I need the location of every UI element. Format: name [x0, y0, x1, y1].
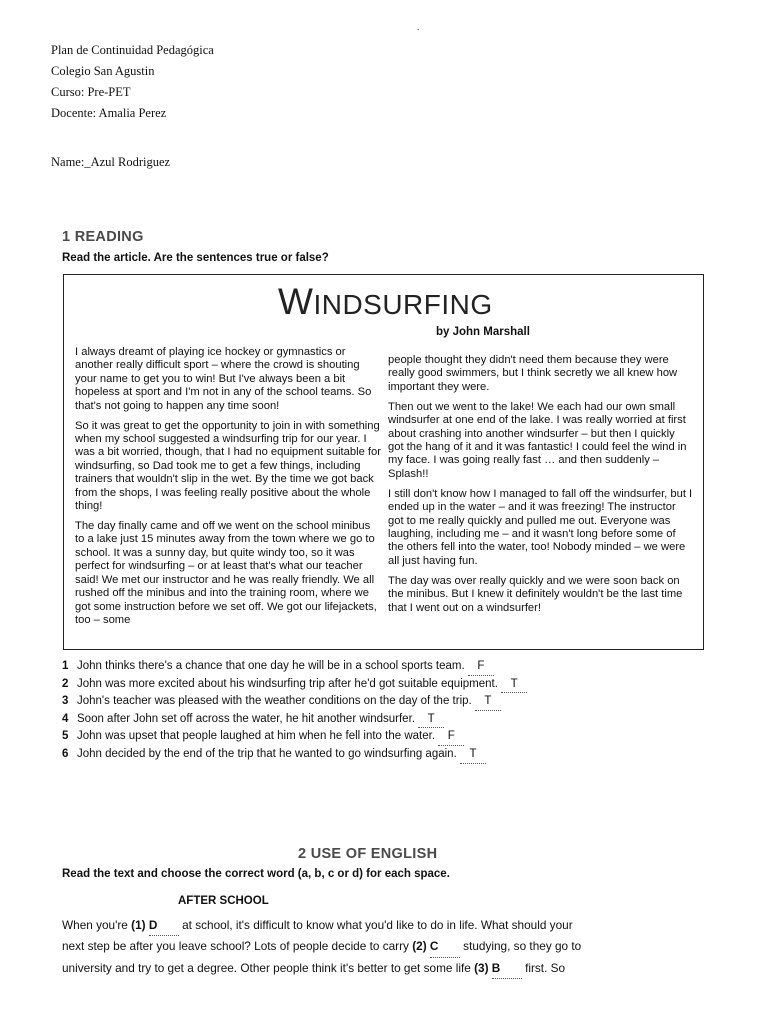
article-right-column: [388, 354, 693, 622]
gap-number: (2): [412, 939, 427, 954]
article-paragraph: The day finally came and off we went on the school minibus to a lake just 15 minutes away from the town where we go to school. It was a sunny day, but quite windy too, so it was perfect for windsurfing – or at least that's what our teacher said! We met our instructor and he was really friendly. We all rushed off the minibus and into the training room, where we got some instruction before we set off. We got our lifejackets, too – some: [75, 520, 377, 626]
article-title-initial: W: [278, 281, 314, 322]
header-teacher: Docente: Amalia Perez: [51, 106, 167, 120]
statement-text: John was upset that people laughed at him when he fell into the water.: [77, 730, 436, 743]
gap-answer-field[interactable]: C: [430, 936, 460, 957]
statement-item: 3 John's teacher was pleased with the weather conditions on the day of the trip. T: [62, 693, 527, 711]
statement-text: Soon after John set off across the water, he hit another windsurfer.: [77, 712, 415, 725]
article-left-column: [75, 346, 381, 634]
section2-title: 2 USE OF ENGLISH: [298, 846, 438, 862]
article-paragraph: I still don't know how I managed to fall off the windsurfer, but I ended up in the water – and it was freezing! The instructor got to me really quickly and pulled me out. Everyone was laughing, including me – and it wasn't long before some of the others fell into the water, too! Nobody minded – we were all just having fun.: [388, 487, 693, 567]
article-paragraph: So it was great to get the opportunity to join in with something when my school suggested a windsurfing trip for our year. I was a bit worried, though, that I had no equipment suitable for windsurfing, so Dad took me to get a few things, including trainers that wouldn't slip in the wet. By the time we got back from the shops, I was feeling really positive about the whole thing!: [75, 419, 381, 513]
section2-instruction: Read the text and choose the correct word (a, b, c or d) for each space.: [62, 868, 450, 880]
statement-item: 1 John thinks there's a chance that one day he will be in a school sports team. F: [62, 658, 527, 676]
statement-list: [62, 658, 527, 764]
answer-field[interactable]: F: [438, 728, 464, 746]
answer-field[interactable]: T: [418, 711, 444, 729]
header-school: Colegio San Agustin: [51, 64, 155, 78]
statement-item: 6 John decided by the end of the trip that he wanted to go windsurfing again. T: [62, 746, 527, 764]
gap-fill-text: [62, 915, 622, 979]
statement-text: John decided by the end of the trip that he wanted to go windsurfing again.: [77, 747, 457, 760]
section1-title: 1 READING: [62, 229, 144, 245]
gap-number: (1): [131, 918, 146, 932]
statement-item: 5 John was upset that people laughed at him when he fell into the water. F: [62, 728, 527, 746]
article-box: [63, 274, 704, 650]
article-paragraph: I always dreamt of playing ice hockey or gymnastics or another really difficult sport – where the crowd is shouting your name to get you to win! But I've always been a bit hopeless at sport and I'm not in any of the school teams. So that's not going to happen any time soon!: [75, 346, 372, 412]
answer-field[interactable]: T: [475, 693, 501, 711]
text-line: When you're (1) D at school, it's difficult to know what you'd like to do in life. What should your: [62, 915, 622, 936]
statement-text: John was more excited about his windsurfing trip after he'd got suitable equipment.: [77, 677, 498, 690]
statement-item: 2 John was more excited about his windsurfing trip after he'd got suitable equipment. T: [62, 676, 527, 694]
statement-text: John thinks there's a chance that one day he will be in a school sports team.: [77, 660, 465, 672]
article-byline: by John Marshall: [436, 326, 530, 338]
article-paragraph: The day was over really quickly and we were soon back on the minibus. But I knew it definitely wouldn't be the last time that I went out on a windsurfer!: [388, 574, 683, 614]
text-line: university and try to get a degree. Other people think it's better to get some life (3) B first. So: [62, 958, 622, 979]
article-title: [278, 281, 493, 323]
header-course: Curso: Pre-PET: [51, 85, 131, 99]
text-line: next step be after you leave school? Lots of people decide to carry (2) C studying, so they go to: [62, 936, 622, 957]
top-mark: .: [417, 22, 420, 32]
answer-field[interactable]: T: [501, 676, 527, 694]
student-name: Name:_Azul Rodriguez: [51, 155, 171, 169]
gap-number: (3): [474, 960, 489, 975]
article-title-rest: INDSURFING: [313, 289, 493, 320]
gap-answer-field[interactable]: B: [492, 958, 522, 979]
article-paragraph: people thought they didn't need them because they were really good swimmers, but I think secretly we all knew how important they were.: [388, 354, 678, 393]
answer-field[interactable]: T: [460, 746, 486, 764]
statement-item: 4 Soon after John set off across the water, he hit another windsurfer. T: [62, 711, 527, 729]
statement-text: John's teacher was pleased with the weather conditions on the day of the trip.: [77, 695, 472, 708]
text-subtitle: AFTER SCHOOL: [178, 895, 269, 907]
answer-field[interactable]: F: [468, 658, 494, 676]
header-plan: Plan de Continuidad Pedagógica: [51, 43, 214, 57]
section1-instruction: Read the article. Are the sentences true or false?: [62, 252, 329, 264]
article-paragraph: Then out we went to the lake! We each had our own small windsurfer at one end of the lake. I was really worried at first about crashing into another windsurfer – but then I quickly got the hang of it and it was fantastic! I could feel the wind in my face. I was going really fast … and then suddenly – Splash!!: [388, 400, 687, 480]
gap-answer-field[interactable]: D: [149, 915, 179, 936]
